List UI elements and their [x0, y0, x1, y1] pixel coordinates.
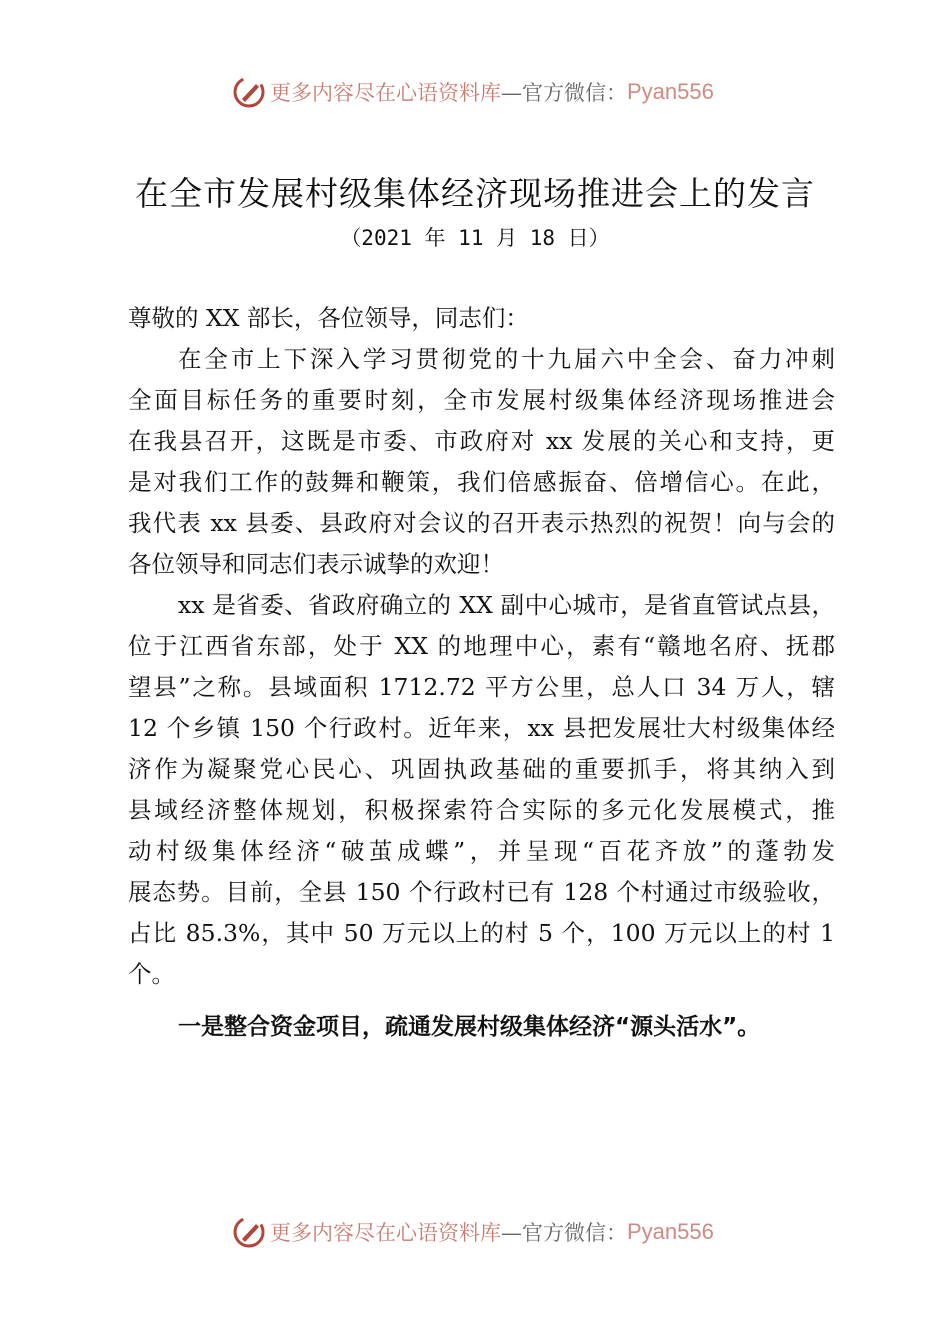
watermark-text: 更多内容尽在心语资料库 [270, 81, 501, 105]
pen-logo-icon [232, 75, 266, 109]
body-line: 个。 [128, 960, 175, 988]
watermark-text: 更多内容尽在心语资料库 [270, 1221, 501, 1245]
section-heading: 一是整合资金项目，疏通发展村级集体经济“源头活水”。 [178, 1014, 761, 1040]
body-line: 占比 85.3%，其中 50 万元以上的村 5 个，100 万元以上的村 1 [128, 919, 835, 947]
footer-watermark [232, 1212, 732, 1252]
document-date: （2021 年 11 月 18 日） [340, 226, 610, 250]
body-line: 动村级集体经济“破茧成蝶”，并呈现“百花齐放”的蓬勃发 [128, 837, 835, 865]
watermark-wechat-id: Pyan556 [627, 1219, 714, 1244]
document-title: 在全市发展村级集体经济现场推进会上的发言 [135, 174, 815, 213]
body-line: xx 是省委、省政府确立的 XX 副中心城市，是省直管试点县， [178, 591, 835, 619]
body-line: 济作为凝聚党心民心、巩固执政基础的重要抓手，将其纳入到 [128, 755, 835, 783]
header-watermark [232, 72, 732, 112]
salutation: 尊敬的 XX 部长，各位领导，同志们： [128, 304, 529, 332]
body-line: 在我县召开，这既是市委、市政府对 xx 发展的关心和支持，更 [128, 427, 835, 455]
pen-logo-icon [232, 1215, 266, 1249]
body-line: 展态势。目前，全县 150 个行政村已有 128 个村通过市级验收， [128, 878, 835, 906]
watermark-wechat-label: —官方微信： [501, 81, 627, 105]
body-line: 是对我们工作的鼓舞和鞭策，我们倍感振奋、倍增信心。在此， [128, 468, 835, 496]
body-line: 县域经济整体规划，积极探索符合实际的多元化发展模式，推 [128, 796, 835, 824]
watermark-wechat-label: —官方微信： [501, 1221, 627, 1245]
body-line: 全面目标任务的重要时刻，全市发展村级集体经济现场推进会 [128, 386, 835, 414]
body-line: 我代表 xx 县委、县政府对会议的召开表示热烈的祝贺！向与会的 [128, 509, 835, 537]
body-line: 在全市上下深入学习贯彻党的十九届六中全会、奋力冲刺 [178, 345, 835, 373]
document-body [128, 298, 835, 995]
body-line: 位于江西省东部，处于 XX 的地理中心，素有“赣地名府、抚郡 [128, 632, 835, 660]
body-line: 12 个乡镇 150 个行政村。近年来，xx 县把发展壮大村级集体经 [128, 714, 835, 742]
body-line: 各位领导和同志们表示诚挚的欢迎！ [128, 550, 504, 578]
body-line: 望县”之称。县域面积 1712.72 平方公里，总人口 34 万人，辖 [128, 673, 835, 701]
watermark-wechat-id: Pyan556 [627, 79, 714, 104]
